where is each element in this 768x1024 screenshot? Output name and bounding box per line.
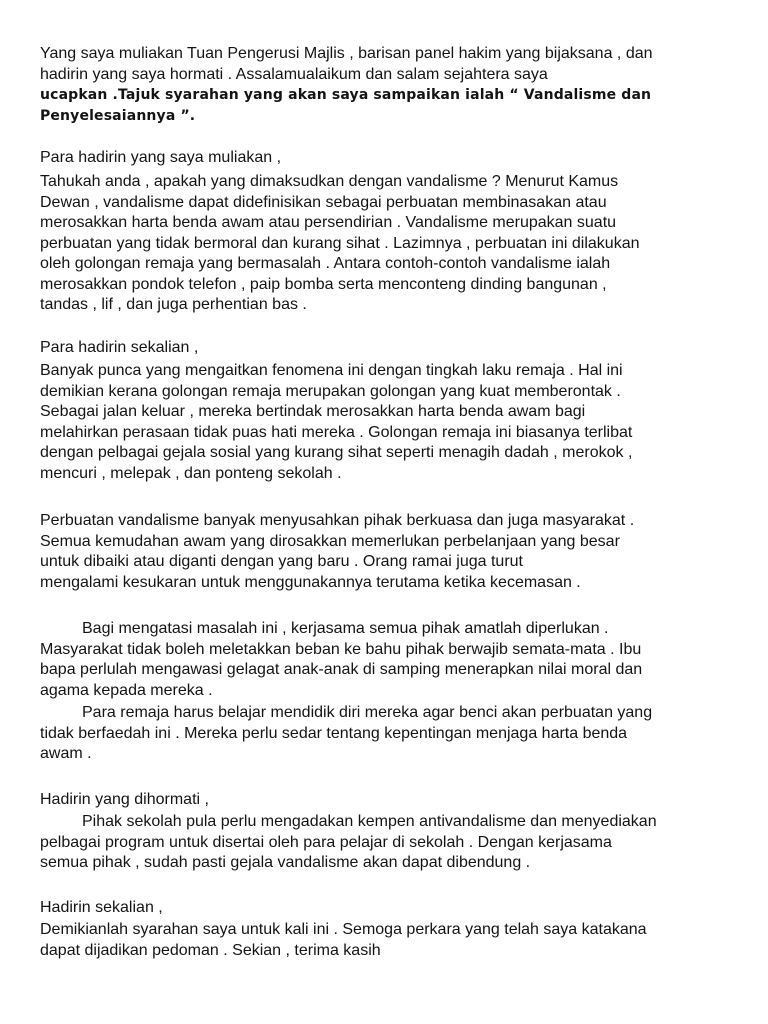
intro-paragraph — [40, 44, 740, 126]
paragraph-6 — [40, 812, 740, 874]
paragraph-1 — [40, 172, 740, 316]
text-line: awam . — [40, 745, 92, 762]
salutation-text: Hadirin sekalian , — [40, 899, 163, 916]
text-line: merosakkan harta benda awam atau persendirian . Vandalisme merupakan suatu — [40, 214, 617, 231]
paragraph-5 — [40, 703, 740, 765]
text-line: hadirin yang saya hormati . Assalamualaikum dan salam sejahtera saya — [40, 65, 548, 83]
title-line: ucapkan .Tajuk syarahan yang akan saya sampaikan ialah “ Vandalisme dan — [40, 87, 652, 103]
text-line: Masyarakat tidak boleh meletakkan beban ke bahu pihak berwajib semata-mata . Ibu — [40, 640, 642, 658]
text-line: Para remaja harus belajar mendidik diri mereka agar benci akan perbuatan yang — [82, 704, 653, 721]
text-line: pelbagai program untuk disertai oleh para pelajar di sekolah . Dengan kerjasama — [40, 833, 612, 851]
text-line: Dewan , vandalisme dapat didefinisikan sebagai perbuatan membinasakan atau — [40, 193, 607, 211]
text-line: mengalami kesukaran untuk menggunakannya terutama ketika kecemasan . — [40, 573, 581, 591]
salutation-3 — [40, 790, 740, 811]
text-line: demikian kerana golongan remaja merupakan golongan yang kuat memberontak . — [40, 382, 621, 400]
text-line: agama kepada mereka . — [40, 681, 213, 699]
text-line: tidak berfaedah ini . Mereka perlu sedar tentang kepentingan menjaga harta benda — [40, 724, 628, 742]
text-line: Pihak sekolah pula perlu mengadakan kempen antivandalisme dan menyediakan — [82, 813, 657, 830]
salutation-text: Hadirin yang dihormati , — [40, 791, 209, 808]
text-line: oleh golongan remaja yang bermasalah . Antara contoh-contoh vandalisme ialah — [40, 255, 611, 272]
text-line: merosakkan pondok telefon , paip bomba serta menconteng dinding bangunan , — [40, 275, 607, 293]
salutation-4 — [40, 898, 740, 919]
paragraph-2 — [40, 361, 740, 484]
text-line: Bagi mengatasi masalah ini , kerjasama semua pihak amatlah diperlukan . — [82, 620, 609, 637]
text-line: Demikianlah syarahan saya untuk kali ini . Semoga perkara yang telah saya katakana — [40, 921, 647, 938]
closing-paragraph — [40, 920, 740, 961]
salutation-text: Para hadirin yang saya muliakan , — [40, 149, 282, 166]
text-line: Banyak punca yang mengaitkan fenomena ini dengan tingkah laku remaja . Hal ini — [40, 362, 623, 379]
salutation-1 — [40, 148, 740, 169]
text-line: dapat dijadikan pedoman . Sekian , terima kasih — [40, 941, 381, 959]
text-line: untuk dibaiki atau diganti dengan yang baru . Orang ramai juga turut — [40, 553, 523, 570]
salutation-text: Para hadirin sekalian , — [40, 339, 199, 356]
text-line: Semua kemudahan awam yang dirosakkan memerlukan perbelanjaan yang besar — [40, 532, 620, 550]
title-line: Penyelesaiannya ”. — [40, 107, 196, 124]
salutation-2 — [40, 338, 740, 359]
text-line: Yang saya muliakan Tuan Pengerusi Majlis , barisan panel hakim yang bijaksana , dan — [40, 45, 653, 62]
text-line: Sebagai jalan keluar , mereka bertindak merosakkan harta benda awam bagi — [40, 403, 586, 420]
text-line: dengan pelbagai gejala sosial yang kurang sihat seperti menagih dadah , merokok , — [40, 444, 633, 461]
text-line: bapa perlulah mengawasi gelagat anak-anak di samping menerapkan nilai moral dan — [40, 661, 643, 678]
text-line: melahirkan perasaan tidak puas hati mereka . Golongan remaja ini biasanya terlibat — [40, 423, 633, 441]
text-line: mencuri , melepak , dan ponteng sekolah . — [40, 464, 342, 482]
text-line: semua pihak , sudah pasti gejala vandalisme akan dapat dibendung . — [40, 854, 531, 871]
paragraph-3 — [40, 511, 740, 593]
text-line: tandas , lif , dan juga perhentian bas . — [40, 296, 307, 313]
text-line: Tahukah anda , apakah yang dimaksudkan dengan vandalisme ? Menurut Kamus — [40, 173, 619, 190]
text-line: perbuatan yang tidak bermoral dan kurang sihat . Lazimnya , perbuatan ini dilakukan — [40, 234, 640, 252]
paragraph-4 — [40, 619, 740, 701]
text-line: Perbuatan vandalisme banyak menyusahkan pihak berkuasa dan juga masyarakat . — [40, 512, 635, 529]
